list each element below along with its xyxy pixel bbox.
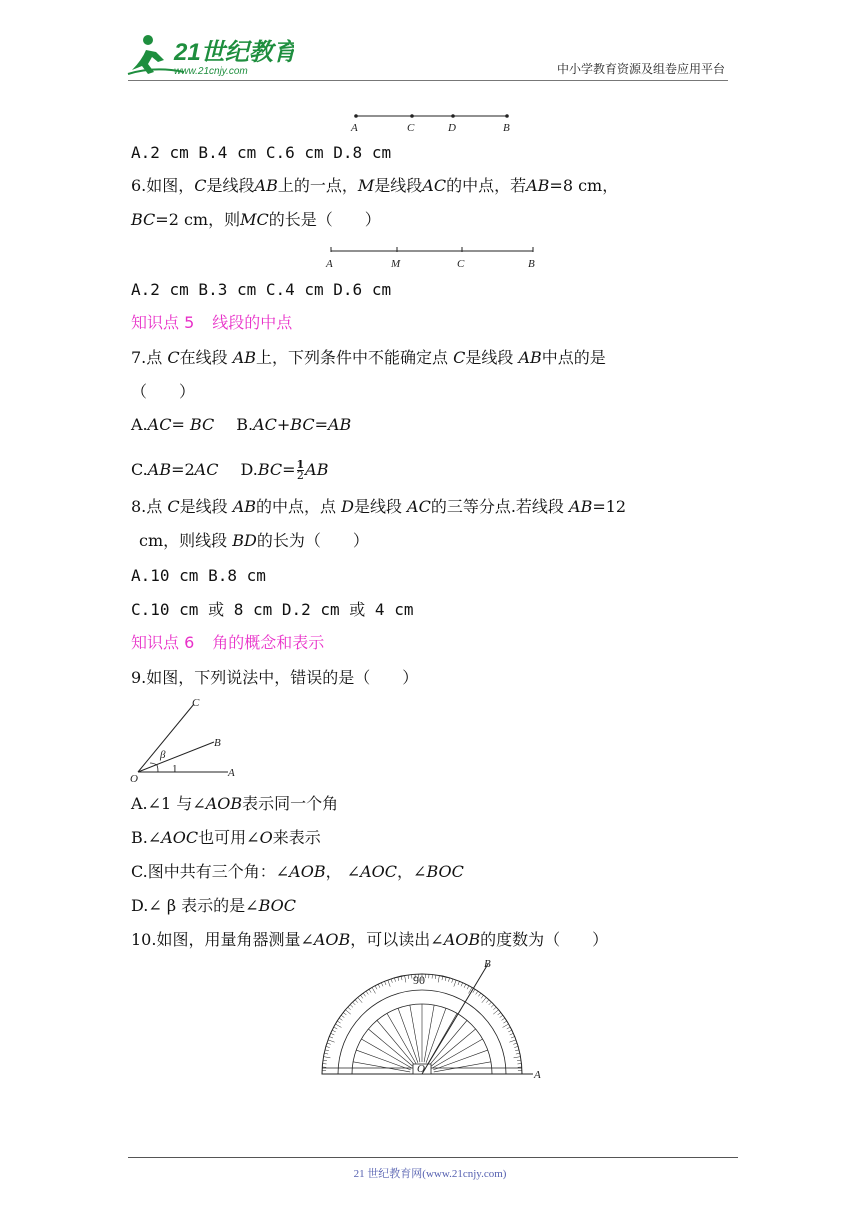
logo (124, 30, 294, 80)
q8-stem-line1: 8.点 C是线段 AB的中点，点 D是线段 AC的三等分点.若线段 AB=12 (131, 497, 627, 516)
protractor-tick (502, 1018, 505, 1020)
protractor-tick (348, 1007, 351, 1010)
protractor-tick (517, 1060, 521, 1061)
protractor-tick (454, 980, 456, 987)
point-label-a: A (326, 258, 333, 270)
protractor-tick (481, 995, 483, 998)
q7-options-cd: C.AB=2AC D.BC= $\frac{1}{2}$ AB (131, 458, 329, 482)
protractor-tick (478, 993, 480, 996)
segment-figure-q5 (340, 108, 520, 134)
protractor-tick (369, 989, 371, 992)
protractor-tick (341, 1015, 344, 1017)
protractor-tick (353, 1002, 356, 1005)
protractor-tick (398, 977, 399, 981)
point-label-a: A (351, 122, 358, 134)
protractor-tick (493, 1010, 498, 1014)
point-label-a: A (534, 1069, 541, 1081)
protractor-tick (335, 1024, 341, 1028)
protractor-tick (515, 1050, 519, 1051)
section-heading-5: 知识点 5 线段的中点 (131, 313, 293, 332)
protractor-tick (482, 997, 486, 1002)
point-label-o: O (417, 1063, 425, 1075)
protractor-tick (331, 1033, 335, 1035)
protractor-tick (508, 1030, 512, 1032)
protractor-tick (385, 981, 386, 985)
protractor-tick (360, 995, 362, 998)
protractor-tick (327, 1043, 331, 1044)
angle-label-beta: β (160, 749, 166, 761)
fraction-one-half: $\frac{1}{2}$ (296, 458, 305, 482)
protractor-tick (355, 1000, 358, 1003)
q9-option-a: A.∠1 与∠AOB表示同一个角 (131, 794, 339, 813)
header-divider (128, 80, 728, 81)
point-label-c: C (407, 122, 415, 134)
protractor-tick (514, 1046, 518, 1047)
q5-options: A.2 cm B.4 cm C.6 cm D.8 cm (131, 143, 392, 162)
protractor-tick (473, 989, 475, 992)
q10-stem: 10.如图，用量角器测量∠AOB，可以读出∠AOB的度数为（ ） (131, 930, 609, 949)
segment-figure-q6 (320, 244, 550, 272)
point-label-b: B (503, 122, 510, 134)
protractor-tick (448, 978, 449, 982)
protractor-ray (377, 1020, 414, 1064)
protractor-tick (394, 978, 395, 982)
protractor-tick (343, 1012, 346, 1014)
protractor-tick (358, 997, 362, 1002)
protractor-tick (476, 991, 478, 994)
protractor-tick (458, 981, 459, 985)
protractor-90-label: 90 (413, 973, 425, 987)
protractor-tick (467, 986, 469, 990)
point-label-c: C (192, 697, 200, 709)
protractor-tick (464, 984, 466, 988)
protractor-tick (511, 1037, 515, 1038)
point-label-d: D (448, 122, 456, 134)
protractor-tick (435, 975, 436, 979)
protractor-tick (498, 1012, 501, 1014)
point-label-m: M (391, 258, 401, 270)
protractor-tick (516, 1053, 520, 1054)
q8-options-ab: A.10 cm B.8 cm (131, 566, 266, 585)
protractor-figure-q10 (315, 956, 545, 1082)
logo-text: 21世纪教育 (174, 39, 294, 66)
protractor-tick (388, 980, 390, 987)
protractor-tick (509, 1040, 516, 1042)
protractor-tick (514, 1057, 521, 1058)
logo-graphic (124, 30, 294, 80)
q6-options: A.2 cm B.3 cm C.4 cm D.6 cm (131, 280, 392, 299)
q9-option-b: B.∠AOC也可用∠O来表示 (131, 828, 321, 847)
protractor-tick (445, 977, 446, 981)
protractor-tick (503, 1021, 506, 1023)
q7-stem-line2: （ ） (131, 382, 196, 401)
protractor-tick (513, 1043, 517, 1044)
point-label-a: A (228, 767, 235, 779)
protractor-tick (405, 976, 406, 983)
protractor-tick (324, 1057, 331, 1058)
protractor-tick (503, 1024, 509, 1028)
protractor-tick (325, 1050, 329, 1051)
protractor-tick (363, 993, 365, 996)
protractor-tick (469, 987, 473, 993)
q7-options-ab: A.AC= BC B.AC+BC=AB (131, 415, 352, 434)
protractor-tick (339, 1018, 342, 1020)
point-label-b: B (214, 737, 221, 749)
protractor-tick (500, 1015, 503, 1017)
protractor-tick (328, 1040, 335, 1042)
protractor-tick (461, 983, 463, 987)
point-label-o: O (130, 773, 138, 784)
q9-option-d: D.∠ β 表示的是∠BOC (131, 896, 297, 915)
protractor-tick (489, 1002, 492, 1005)
protractor-tick (408, 975, 409, 979)
protractor-tick (332, 1030, 336, 1032)
protractor-tick (337, 1021, 340, 1023)
protractor (322, 974, 530, 1074)
protractor-tick (391, 979, 392, 983)
point-label-c: C (457, 258, 465, 270)
protractor-tick (329, 1037, 333, 1038)
protractor-tick (401, 976, 402, 980)
protractor-tick (452, 979, 453, 983)
footer-divider (128, 1157, 738, 1158)
protractor-tick (324, 1053, 328, 1054)
protractor-tick (326, 1046, 330, 1047)
section-heading-6: 知识点 6 角的概念和表示 (131, 633, 325, 652)
angle-label-1: 1 (172, 763, 178, 775)
q8-options-cd: C.10 cm 或 8 cm D.2 cm 或 4 cm (131, 600, 414, 619)
point-label-b: B (528, 258, 535, 270)
logo-url: www.21cnjy.com (174, 66, 248, 77)
q9-stem: 9.如图，下列说法中，错误的是（ ） (131, 668, 419, 687)
protractor-rays (353, 1004, 491, 1072)
protractor-tick (375, 986, 377, 990)
protractor-tick (491, 1005, 494, 1008)
protractor-tick (493, 1007, 496, 1010)
footer-text: 21 世纪教育网(www.21cnjy.com) (353, 1168, 507, 1180)
protractor-tick (378, 984, 380, 988)
point-label-b: B (484, 958, 491, 970)
header-platform-text: 中小学教育资源及组卷应用平台 (556, 62, 725, 76)
protractor-tick (438, 976, 439, 983)
protractor-tick (372, 987, 376, 993)
protractor-tick (381, 983, 383, 987)
q7-stem-line1: 7.点 C在线段 AB上，下列条件中不能确定点 C是线段 AB中点的是 (131, 348, 606, 367)
q6-stem-line2: BC=2 cm，则MC的长是（ ） (131, 210, 381, 229)
protractor-tick (486, 1000, 489, 1003)
q8-stem-line2: cm，则线段 BD的长为（ ） (139, 531, 369, 550)
protractor-tick (442, 976, 443, 980)
protractor-ray (368, 1029, 412, 1066)
protractor-tick (323, 1060, 327, 1061)
protractor-tick (350, 1005, 353, 1008)
q6-stem-line1: 6.如图，C是线段AB上的一点，M是线段AC的中点，若AB=8 cm， (131, 176, 619, 195)
protractor-tick (366, 991, 368, 994)
protractor-tick (345, 1010, 350, 1014)
protractor-tick (334, 1027, 338, 1029)
protractor-tick (510, 1033, 514, 1035)
protractor-ray (430, 1020, 467, 1064)
q9-option-c: C.图中共有三个角：∠AOB， ∠AOC，∠BOC (131, 862, 464, 881)
protractor-tick (507, 1027, 511, 1029)
angle-figure-q9 (128, 692, 248, 784)
